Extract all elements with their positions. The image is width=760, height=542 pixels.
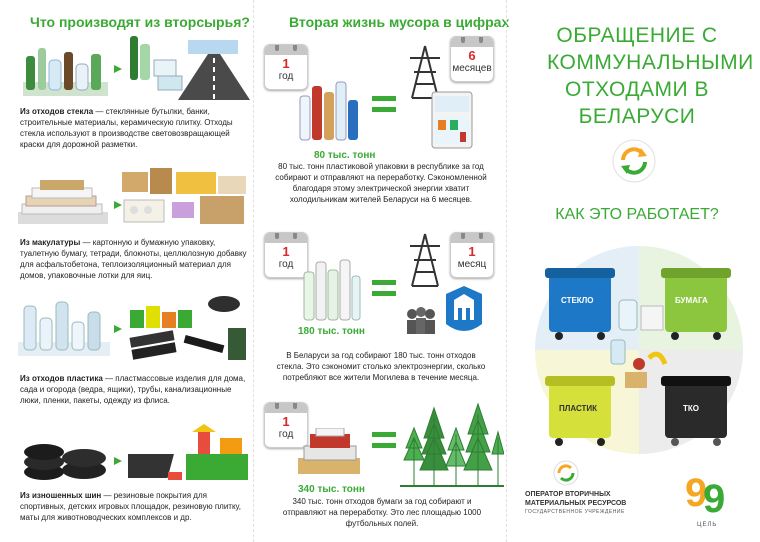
- stat-value: 340 тыс. тонн: [298, 484, 365, 495]
- fridge-icon: [430, 90, 474, 150]
- paper-products-image: [120, 166, 250, 230]
- equals-icon: [372, 96, 396, 112]
- tires-text: — резиновые покрытия для спортивных, детских игровых площадок, резиновую плитку, маты для животноводческих комплексов и др.: [20, 491, 241, 522]
- page-title: ОБРАЩЕНИЕ С КОММУНАЛЬНЫМИ ОТХОДАМИ В БЕЛАРУСИ: [547, 24, 754, 128]
- paper-boxes-icon: [294, 428, 364, 476]
- recycle-icon: [611, 138, 657, 184]
- stat-caption: 340 тыс. тонн отходов бумаги за год собирают и отправляют на переработку. Это лес площадью 1000 футбольных полей.: [282, 497, 482, 528]
- goal-99-logo: [685, 462, 727, 520]
- paper-waste-image: [14, 178, 114, 230]
- arrow-icon: [112, 322, 126, 336]
- goal-number: 9: [685, 471, 708, 515]
- plastic-products-image: [128, 290, 250, 364]
- bin-label-glass: СТЕКЛО: [561, 296, 594, 305]
- bin-label-tko: ТКО: [683, 404, 699, 413]
- operator-line1: ОПЕРАТОР ВТОРИЧНЫХ: [525, 491, 611, 498]
- right-panel: [506, 0, 760, 542]
- power-tower-icon: [402, 232, 448, 288]
- goal-number: 9: [703, 477, 726, 520]
- city-hall-icon: [442, 284, 486, 338]
- tires-icon: [22, 436, 112, 482]
- calendar-unit: год: [278, 429, 294, 440]
- stat-value: 180 тыс. тонн: [298, 326, 365, 337]
- glass-paragraph: [20, 106, 252, 150]
- calendar-icon: [450, 36, 494, 82]
- paper-paragraph: [20, 237, 252, 281]
- paper-lead: Из макулатуры: [20, 238, 81, 247]
- calendar-number: 1: [468, 244, 476, 259]
- paper-text: — картонную и бумажную упаковку, туалетную бумагу, тетради, блокноты, целлюлозную добавку для асфальтобетона, теплоизоляционный материал для домов, упаковочные лотки для яиц.: [20, 238, 247, 280]
- tires-lead: Из изношенных шин: [20, 491, 102, 500]
- operator-line2: МАТЕРИАЛЬНЫХ РЕСУРСОВ: [525, 500, 627, 507]
- left-panel: [0, 0, 253, 542]
- calendar-number: 1: [282, 414, 290, 429]
- glass-waste-image: [18, 38, 113, 100]
- how-it-works-heading: КАК ЭТО РАБОТАЕТ?: [555, 206, 719, 223]
- stat-caption: В Беларуси за год собирают 180 тыс. тонн отходов стекла. Это сэкономит столько электроэнергии, сколько потребляют все жители Могилева в течение месяца.: [276, 351, 486, 382]
- glass-lead: Из отходов стекла: [20, 107, 94, 116]
- plastic-text: — пластмассовые изделия для дома, сада и огорода (ведра, ящики), трубы, канализационные люки, пленки, пакеты, одежду из флиса.: [20, 374, 246, 405]
- calendar-unit: месяц: [457, 259, 487, 270]
- arrow-icon: [112, 454, 126, 468]
- waste-bins-diagram: [521, 240, 757, 460]
- glass-bottles-icon: [302, 258, 362, 322]
- glass-products-image: [128, 30, 250, 102]
- operator-subtitle: ГОСУДАРСТВЕННОЕ УЧРЕЖДЕНИЕ: [525, 509, 625, 515]
- calendar-unit: год: [278, 259, 294, 270]
- tires-paragraph: [20, 490, 252, 523]
- middle-panel: [253, 0, 510, 542]
- equals-icon: [372, 432, 396, 448]
- calendar-number: 1: [282, 56, 290, 71]
- stat-value: 80 тыс. тонн: [314, 150, 376, 161]
- plastic-paragraph: [20, 373, 252, 406]
- stat-caption: 80 тыс. тонн пластиковой упаковки в республике за год собирают и отправляют на переработку. Сэкономленной благодаря этому электрической энергии хватит холодильникам жителей Беларуси на 6 месяцев.: [275, 162, 487, 204]
- rubber-products-image: [128, 424, 250, 486]
- bottles-icon: [298, 76, 362, 144]
- middle-heading: Вторая жизнь мусора в цифрах: [289, 14, 510, 30]
- bin-label-paper: БУМАГА: [675, 296, 708, 305]
- operator-logo-icon: [553, 460, 579, 486]
- goal-text: ЦЕЛЬ: [697, 522, 718, 528]
- calendar-number: 1: [282, 244, 290, 259]
- calendar-unit: месяцев: [452, 63, 492, 74]
- equals-icon: [372, 280, 396, 296]
- calendar-number: 6: [468, 48, 476, 63]
- calendar-icon: [450, 232, 494, 278]
- operator-block: [525, 490, 665, 515]
- plastic-waste-image: [14, 296, 114, 360]
- arrow-icon: [112, 62, 126, 76]
- glass-text: — стеклянные бутылки, банки, строительные материалы, керамическую плитку. Отходы стекла используют в производстве световозвращающей краски для дорожной разметки.: [20, 107, 233, 149]
- bin-label-plastic: ПЛАСТИК: [559, 404, 598, 413]
- left-heading: Что производят из вторсырья?: [30, 14, 250, 30]
- calendar-unit: год: [278, 71, 294, 82]
- people-icon: [404, 306, 438, 336]
- forest-icon: [400, 398, 504, 488]
- plastic-lead: Из отходов пластика: [20, 374, 103, 383]
